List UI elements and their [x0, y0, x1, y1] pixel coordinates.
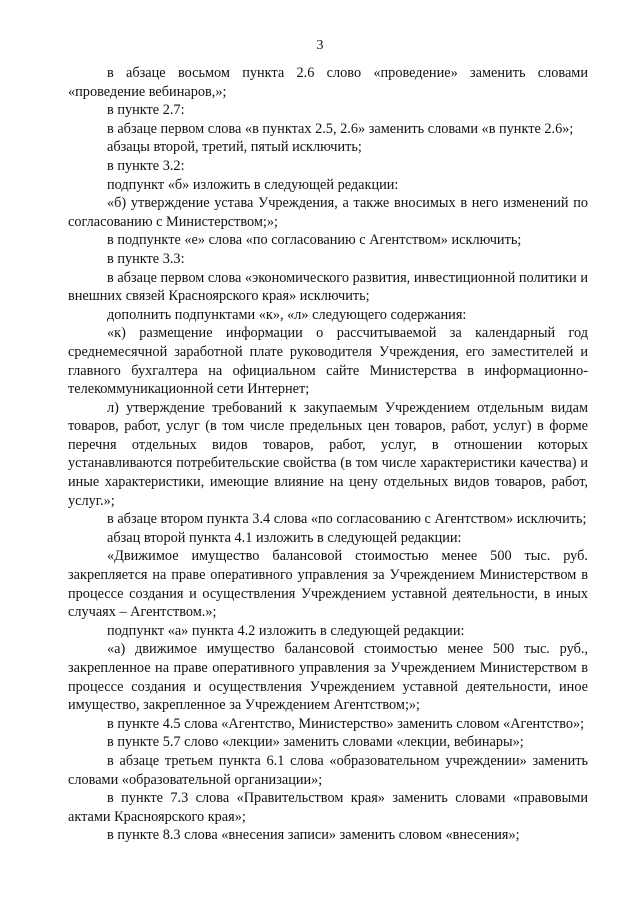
paragraph: в пункте 4.5 слова «Агентство, Министерство» заменить словом «Агентство»; [107, 715, 585, 732]
paragraph: в пункте 8.3 слова «внесения записи» заменить словом «внесения»; [107, 827, 520, 844]
paragraph: «к) размещение информации о рассчитываемой за календарный год среднемесячной заработной плате руководителя Учреждения, его заместителей и главного бухгалтера на официальном сайте Министерства в информационно-телекоммуникационной сети Интернет; [68, 325, 588, 398]
paragraph: дополнить подпунктами «к», «л» следующего содержания: [107, 306, 467, 323]
document-body [68, 64, 588, 845]
paragraph: в пункте 2.7: [107, 102, 185, 119]
paragraph: в пункте 5.7 слово «лекции» заменить словами «лекции, вебинары»; [107, 734, 524, 751]
paragraph: в абзаце первом слова «экономического развития, инвестиционной политики и внешних связей Красноярского края» исключить; [68, 269, 588, 305]
paragraph: «б) утверждение устава Учреждения, а также вносимых в него изменений по согласованию с Министерством;»; [68, 195, 588, 230]
paragraph: «а) движимое имущество балансовой стоимостью менее 500 тыс. руб., закрепленное на праве оперативного управления за Учреждением Министерством в процессе создания и осуществления Учреждением уставной деятельности, иное имущество, закрепленное за Учреждением Агентством;»; [68, 641, 588, 714]
paragraph: в пункте 3.3: [107, 250, 185, 267]
paragraph: в подпункте «е» слова «по согласованию с Агентством» исключить; [107, 232, 522, 249]
paragraph: л) утверждение требований к закупаемым Учреждением отдельным видам товаров, работ, услуг (в том числе предельных цен товаров, работ, услуг) в форме перечня отдельных видов товаров, работ, услуг, в отношении которых устанавливаются потребительские свойства (в том числе характеристики качества) и иные характеристики, имеющие влияние на цену отдельных видов товаров, работ, услуг.»; [68, 399, 588, 509]
paragraph: подпункт «а» пункта 4.2 изложить в следующей редакции: [107, 622, 465, 639]
paragraph: в абзаце первом слова «в пунктах 2.5, 2.6» заменить словами «в пункте 2.6»; [107, 120, 574, 137]
paragraph: в абзаце третьем пункта 6.1 слова «образовательном учреждении» заменить словами «образовательной организации»; [68, 752, 588, 788]
paragraph: подпункт «б» изложить в следующей редакции: [107, 176, 399, 193]
paragraph: в абзаце втором пункта 3.4 слова «по согласованию с Агентством» исключить; [107, 511, 587, 528]
paragraph: абзацы второй, третий, пятый исключить; [107, 139, 362, 156]
paragraph: «Движимое имущество балансовой стоимостью менее 500 тыс. руб. закрепляется на праве оперативного управления за Учреждением Министерством в процессе создания и осуществления Учреждением уставной деятельности, в иных случаях – Агентством.»; [68, 548, 588, 621]
page-number: 3 [316, 38, 324, 53]
paragraph: в пункте 7.3 слова «Правительством края» заменить словами «правовыми актами Красноярского края»; [68, 790, 588, 825]
paragraph: абзац второй пункта 4.1 изложить в следующей редакции: [107, 529, 462, 546]
paragraph: в абзаце восьмом пункта 2.6 слово «проведение» заменить словами «проведение вебинаров,»; [68, 65, 588, 100]
paragraph: в пункте 3.2: [107, 157, 185, 174]
